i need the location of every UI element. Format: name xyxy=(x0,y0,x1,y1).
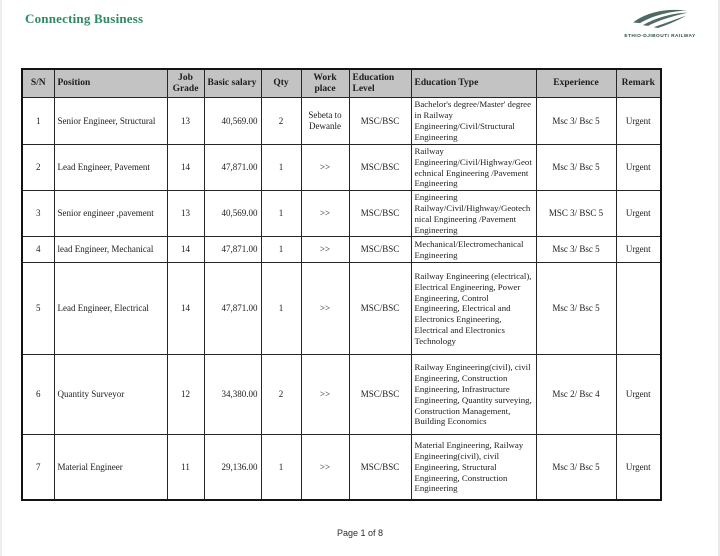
table-row xyxy=(22,435,661,500)
cell-job-grade: 12 xyxy=(167,355,204,435)
cell-job-grade: 14 xyxy=(167,237,204,263)
cell-education-level: MSC/BSC xyxy=(349,145,411,191)
cell-position: Lead Engineer, Pavement xyxy=(54,145,167,191)
table-row xyxy=(22,191,661,237)
company-logo xyxy=(614,4,706,39)
cell-sn: 6 xyxy=(22,355,54,435)
cell-education-level: MSC/BSC xyxy=(349,435,411,500)
header-row xyxy=(22,69,661,98)
cell-position: Material Engineer xyxy=(54,435,167,500)
cell-education-level: MSC/BSC xyxy=(349,191,411,237)
cell-education-type: Material Engineering, Railway Engineering(civil), civil Engineering, Structural Engineering, Construction Engineering xyxy=(411,435,536,500)
cell-work-place: >> xyxy=(301,435,349,500)
cell-position: Senior engineer ,pavement xyxy=(54,191,167,237)
company-name: ETHIO-DJIBOUTI RAILWAY xyxy=(624,34,696,39)
cell-qty: 2 xyxy=(261,98,301,145)
cell-work-place: >> xyxy=(301,145,349,191)
cell-job-grade: 13 xyxy=(167,191,204,237)
col-education-level: Education Level xyxy=(349,69,411,98)
railway-swoosh-icon xyxy=(614,4,706,34)
cell-sn: 7 xyxy=(22,435,54,500)
cell-experience: Msc 3/ Bsc 5 xyxy=(536,98,616,145)
table-row xyxy=(22,355,661,435)
cell-education-level: MSC/BSC xyxy=(349,237,411,263)
table-row xyxy=(22,263,661,355)
cell-remark: Urgent xyxy=(616,145,661,191)
cell-basic-salary: 47,871.00 xyxy=(204,237,261,263)
cell-remark: Urgent xyxy=(616,98,661,145)
cell-experience: Msc 3/ Bsc 5 xyxy=(536,237,616,263)
table-header xyxy=(22,69,661,98)
cell-work-place: >> xyxy=(301,237,349,263)
cell-qty: 1 xyxy=(261,191,301,237)
cell-job-grade: 14 xyxy=(167,263,204,355)
cell-remark: Urgent xyxy=(616,435,661,500)
cell-basic-salary: 47,871.00 xyxy=(204,263,261,355)
cell-education-type: Bachelor's degree/Master' degree in Railway Engineering/Civil/Structural Engineering xyxy=(411,98,536,145)
cell-basic-salary: 40,569.00 xyxy=(204,98,261,145)
vacancy-table xyxy=(21,68,662,501)
cell-education-level: MSC/BSC xyxy=(349,355,411,435)
cell-basic-salary: 40,569.00 xyxy=(204,191,261,237)
col-job-grade: Job Grade xyxy=(167,69,204,98)
cell-work-place: >> xyxy=(301,355,349,435)
cell-basic-salary: 47,871.00 xyxy=(204,145,261,191)
cell-qty: 1 xyxy=(261,435,301,500)
cell-position: Senior Engineer, Structural xyxy=(54,98,167,145)
cell-education-level: MSC/BSC xyxy=(349,263,411,355)
table-body xyxy=(22,98,661,500)
cell-job-grade: 14 xyxy=(167,145,204,191)
cell-basic-salary: 34,380.00 xyxy=(204,355,261,435)
cell-qty: 2 xyxy=(261,355,301,435)
cell-position: lead Engineer, Mechanical xyxy=(54,237,167,263)
cell-sn: 2 xyxy=(22,145,54,191)
cell-sn: 4 xyxy=(22,237,54,263)
cell-work-place: Sebeta to Dewanle xyxy=(301,98,349,145)
cell-job-grade: 13 xyxy=(167,98,204,145)
col-education-type: Education Type xyxy=(411,69,536,98)
cell-experience: MSC 3/ BSC 5 xyxy=(536,191,616,237)
cell-work-place: >> xyxy=(301,263,349,355)
cell-education-type: Railway Engineering (electrical), Electrical Engineering, Power Engineering, Control Engineering, Electrical and Electronics Engineering, Electrical and Electronics Technology xyxy=(411,263,536,355)
cell-work-place: >> xyxy=(301,191,349,237)
cell-job-grade: 11 xyxy=(167,435,204,500)
table-row xyxy=(22,145,661,191)
cell-experience: Msc 3/ Bsc 5 xyxy=(536,145,616,191)
cell-sn: 1 xyxy=(22,98,54,145)
col-experience: Experience xyxy=(536,69,616,98)
col-work-place: Work place xyxy=(301,69,349,98)
cell-qty: 1 xyxy=(261,263,301,355)
cell-basic-salary: 29,136.00 xyxy=(204,435,261,500)
cell-experience: Msc 3/ Bsc 5 xyxy=(536,263,616,355)
cell-remark xyxy=(616,263,661,355)
tagline: Connecting Business xyxy=(25,11,144,26)
table-row xyxy=(22,98,661,145)
cell-sn: 5 xyxy=(22,263,54,355)
page-number: Page 1 of 8 xyxy=(336,528,384,538)
cell-remark: Urgent xyxy=(616,191,661,237)
col-qty: Qty xyxy=(261,69,301,98)
cell-education-level: MSC/BSC xyxy=(349,98,411,145)
cell-education-type: Railway Engineering/Civil/Highway/Geotechnical Engineering /Pavement Engineering xyxy=(411,145,536,191)
cell-remark: Urgent xyxy=(616,355,661,435)
col-remark: Remark xyxy=(616,69,661,98)
col-basic-salary: Basic salary xyxy=(204,69,261,98)
col-position: Position xyxy=(54,69,167,98)
cell-experience: Msc 3/ Bsc 5 xyxy=(536,435,616,500)
cell-sn: 3 xyxy=(22,191,54,237)
cell-education-type: Railway Engineering(civil), civil Engineering, Construction Engineering, Infrastructure Engineering, Quantity surveying, Construction Management, Building Economics xyxy=(411,355,536,435)
cell-education-type: Mechanical/Electromechanical Engineering xyxy=(411,237,536,263)
cell-remark: Urgent xyxy=(616,237,661,263)
table-row xyxy=(22,237,661,263)
col-sn: S/N xyxy=(22,69,54,98)
cell-position: Quantity Surveyor xyxy=(54,355,167,435)
cell-education-type: Engineering Railway/Civil/Highway/Geotechnical Engineering /Pavement Engineering xyxy=(411,191,536,237)
cell-qty: 1 xyxy=(261,145,301,191)
cell-qty: 1 xyxy=(261,237,301,263)
cell-position: Lead Engineer, Electrical xyxy=(54,263,167,355)
cell-experience: Msc 2/ Bsc 4 xyxy=(536,355,616,435)
